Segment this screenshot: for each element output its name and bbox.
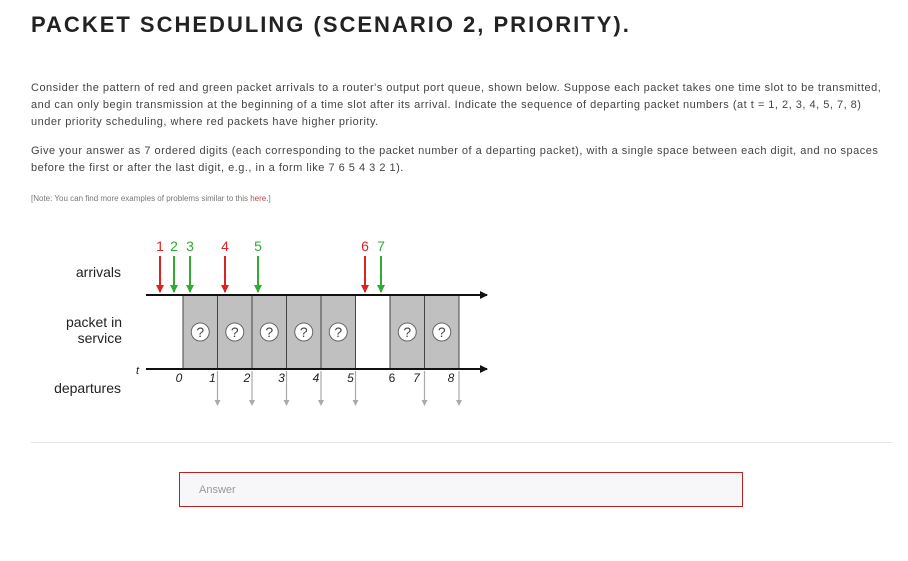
examples-link[interactable]: here. [250, 194, 269, 203]
arrival-label-6: 6 [361, 238, 369, 254]
arrival-label-5: 5 [254, 238, 262, 254]
tick-label-4: 4 [312, 371, 320, 385]
unknown-packet-label: ? [437, 324, 446, 340]
unknown-packet-label: ? [265, 324, 274, 340]
time-axis-label: t [136, 365, 140, 377]
tick-label-8: 8 [447, 371, 455, 385]
problem-description: Consider the pattern of red and green packet arrivals to a router's output port queue, shown below. Suppose each packet takes one time slot to be transmitted, and can only begin transmission at the beginning of a time slot after its arrival. Indicate the sequence of departing packet numbers (at t = 1, 2, 3, 4, 5, 7, 8) under priority scheduling, where red packets have higher priority. [31, 82, 882, 128]
unknown-packet-label: ? [230, 324, 239, 340]
note-prefix: [Note: You can find more examples of problems similar to this [31, 194, 251, 203]
unknown-packet-label: ? [403, 324, 412, 340]
packet-scheduling-diagram [0, 230, 520, 415]
row-label-arrivals: arrivals [75, 264, 121, 280]
arrival-label-4: 4 [221, 238, 229, 254]
tick-label-0: 0 [175, 371, 183, 385]
row-label-departures: departures [54, 380, 121, 396]
row-label-service-1: packet in [65, 314, 122, 330]
answer-instructions: Give your answer as 7 ordered digits (each corresponding to the packet number of a departing packet), with a single space between each digit, and no spaces before the first or after the last digit, e.g., in a form like 7 6 5 4 3 2 1). [31, 145, 879, 174]
arrival-arrows [156, 238, 385, 292]
arrival-label-2: 2 [170, 238, 178, 254]
tick-label-3: 3 [278, 371, 285, 385]
service-slots [183, 295, 459, 369]
arrival-label-7: 7 [377, 238, 385, 254]
tick-label-1: 1 [209, 371, 216, 385]
unknown-packet-label: ? [299, 324, 308, 340]
unknown-packet-label: ? [196, 324, 205, 340]
answer-input[interactable] [179, 472, 743, 507]
arrival-label-3: 3 [186, 238, 194, 254]
note-suffix: ] [268, 194, 271, 203]
unknown-packet-label: ? [334, 324, 343, 340]
tick-label-2: 2 [243, 371, 251, 385]
row-label-service-2: service [77, 330, 122, 346]
page-title: PACKET SCHEDULING (SCENARIO 2, PRIORITY). [31, 12, 631, 37]
tick-label-6: 6 [388, 371, 396, 385]
tick-label-5: 5 [347, 371, 354, 385]
note [31, 194, 271, 203]
departure-arrows [218, 371, 460, 405]
section-divider [31, 442, 892, 443]
arrival-label-1: 1 [156, 238, 164, 254]
tick-label-7: 7 [413, 371, 420, 385]
